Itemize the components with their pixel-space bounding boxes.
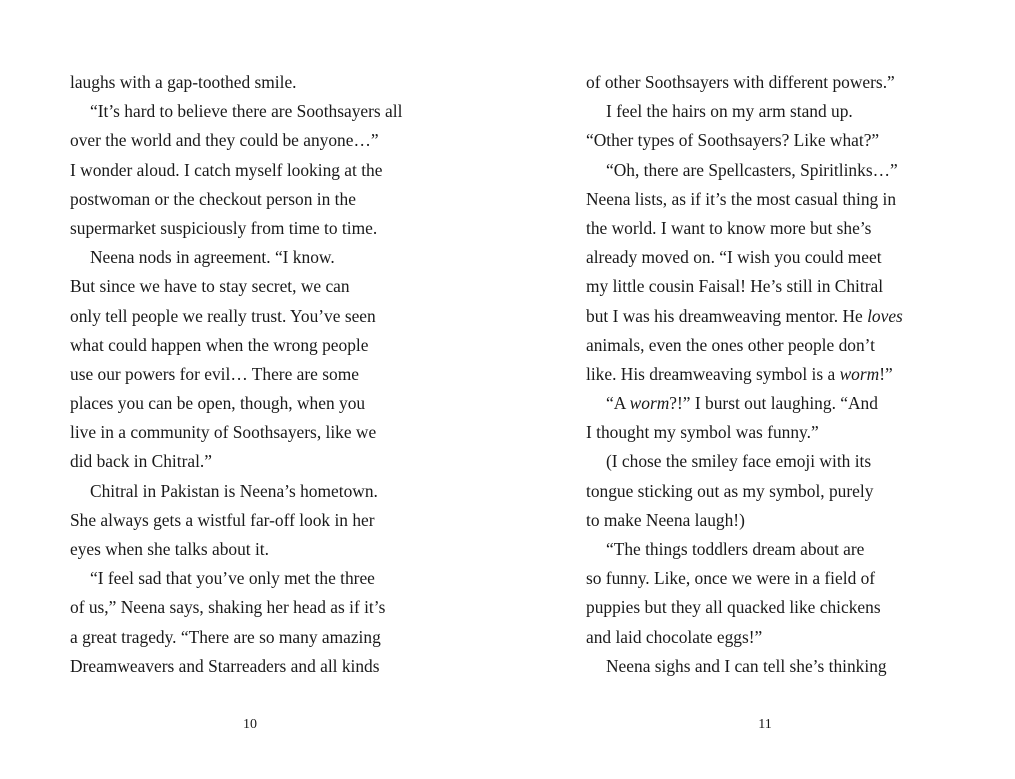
text-run: “Oh, there are Spellcasters, Spiritlinks…”: [606, 159, 898, 180]
text-line: live in a community of Soothsayers, like we: [70, 422, 377, 443]
text-line: [586, 185, 946, 214]
italic-text: worm: [629, 393, 670, 414]
text-line: did back in Chitral.”: [70, 451, 212, 472]
page-number-left: 10: [243, 717, 257, 732]
text-run: but I was his dreamweaving mentor. He: [586, 305, 868, 326]
text-line: [586, 447, 946, 476]
text-line: [586, 97, 946, 126]
text-run: I thought my symbol was funny.”: [586, 422, 819, 443]
text-line: laughs with a gap-toothed smile.: [70, 72, 297, 92]
text-line: [586, 652, 946, 681]
text-line: [586, 477, 946, 506]
text-line: But since we have to stay secret, we can: [70, 276, 350, 297]
text-line: [586, 331, 946, 360]
text-line: [586, 389, 946, 418]
text-line: [586, 126, 946, 155]
text-run: and laid chocolate eggs!”: [586, 626, 763, 647]
text-line: postwoman or the checkout person in the: [70, 188, 356, 209]
text-run: “A: [606, 393, 630, 414]
text-run: tongue sticking out as my symbol, purely: [586, 480, 874, 501]
text-line: eyes when she talks about it.: [70, 539, 269, 559]
text-line: [586, 623, 946, 652]
text-run: to make Neena laugh!): [586, 509, 745, 530]
text-run: Neena lists, as if it’s the most casual thing in: [586, 188, 897, 209]
text-line: [586, 593, 946, 622]
text-run: puppies but they all quacked like chickens: [586, 597, 881, 618]
page-number-right: 11: [758, 717, 772, 732]
text-line: Chitral in Pakistan is Neena’s hometown.: [90, 480, 378, 501]
left-page-text: [70, 68, 442, 681]
text-line: [586, 68, 946, 97]
text-run: so funny. Like, once we were in a field of: [586, 568, 876, 589]
text-line: She always gets a wistful far-off look in her: [70, 509, 375, 530]
italic-text: loves: [867, 305, 903, 326]
text-line: I wonder aloud. I catch myself looking at the: [70, 159, 383, 180]
text-run: “The things toddlers dream about are: [606, 539, 865, 559]
text-line: [586, 564, 946, 593]
text-run: !”: [879, 363, 893, 384]
text-line: [586, 535, 946, 564]
text-line: “I feel sad that you’ve only met the three: [90, 568, 375, 589]
text-line: of us,” Neena says, shaking her head as if it’s: [70, 597, 386, 618]
text-line: supermarket suspiciously from time to time.: [70, 217, 378, 238]
text-line: what could happen when the wrong people: [70, 334, 369, 355]
text-run: of other Soothsayers with different powers.”: [586, 72, 895, 92]
text-run: Neena sighs and I can tell she’s thinking: [606, 655, 887, 676]
text-line: “It’s hard to believe there are Soothsayers all: [90, 101, 403, 122]
text-run: “Other types of Soothsayers? Like what?”: [586, 130, 880, 151]
right-page-text: [586, 68, 946, 681]
text-run: (I chose the smiley face emoji with its: [606, 451, 872, 472]
text-run: the world. I want to know more but she’s: [586, 217, 872, 238]
text-run: already moved on. “I wish you could meet: [586, 247, 882, 268]
text-line: [586, 506, 946, 535]
text-line: over the world and they could be anyone…”: [70, 130, 379, 151]
text-line: [586, 418, 946, 447]
text-run: my little cousin Faisal! He’s still in Chitral: [586, 276, 884, 297]
text-line: Neena nods in agreement. “I know.: [90, 247, 335, 268]
text-line: [586, 214, 946, 243]
text-line: places you can be open, though, when you: [70, 393, 366, 414]
text-run: animals, even the ones other people don’t: [586, 334, 875, 355]
text-line: [586, 243, 946, 272]
text-line: only tell people we really trust. You’ve seen: [70, 305, 376, 326]
text-run: I feel the hairs on my arm stand up.: [606, 101, 853, 122]
text-run: like. His dreamweaving symbol is a: [586, 363, 840, 384]
text-line: [586, 302, 946, 331]
italic-text: worm: [839, 363, 880, 384]
text-line: [586, 272, 946, 301]
text-line: [586, 156, 946, 185]
text-run: ?!” I burst out laughing. “And: [669, 393, 878, 414]
text-line: a great tragedy. “There are so many amazing: [70, 626, 381, 647]
text-line: Dreamweavers and Starreaders and all kinds: [70, 655, 380, 676]
text-line: [586, 360, 946, 389]
text-line: use our powers for evil… There are some: [70, 363, 359, 384]
